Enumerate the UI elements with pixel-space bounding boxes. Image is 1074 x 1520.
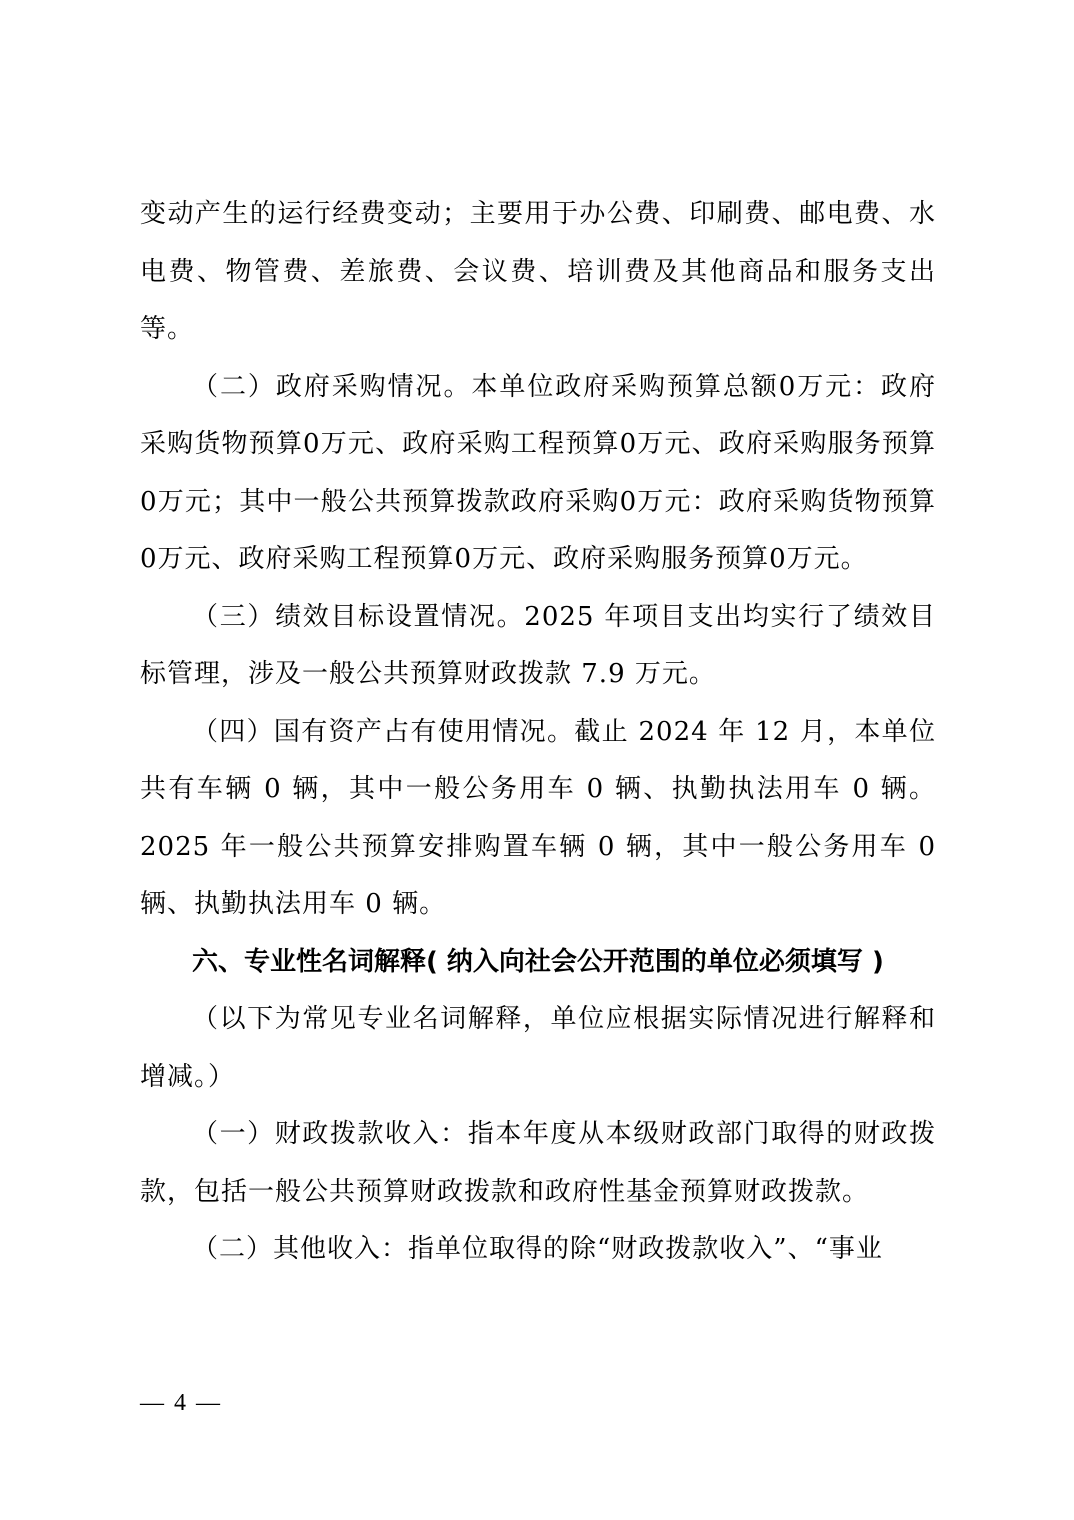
paragraph-text: 本单位政府采购预算总额0万元：政府采购货物预算0万元、政府采购工程预算0万元、政府采购服务预算0万元；其中一般公共预算拨款政府采购0万元：政府采购货物预算0万元、政府采购工程预算0万元、政府采购服务预算0万元。	[140, 371, 936, 574]
paragraph-government-procurement	[140, 359, 936, 589]
definition-lead: （二）其他收入：	[192, 1234, 409, 1264]
section-heading: 六、专业性名词解释( 纳入向社会公开范围的单位必须填写 )	[192, 946, 884, 977]
paragraph-text: 截止 2024 年 12 月，本单位共有车辆 0 辆，其中一般公务用车 0 辆、执勤执法用车 0 辆。2025 年一般公共预算安排购置车辆 0 辆，其中一般公务用车 0 辆、执勤执法用车 0 辆。	[140, 716, 936, 919]
paragraph-text: 2025 年项目支出均实行了绩效目标管理，涉及一般公共预算财政拨款 7.9 万元。	[140, 601, 936, 689]
section-note: （以下为常见专业名词解释，单位应根据实际情况进行解释和增减。）	[140, 1004, 936, 1092]
page-number: — 4 —	[140, 1390, 222, 1416]
paragraph-performance-goals	[140, 589, 936, 704]
definition-text: 指单位取得的除“财政拨款收入”、“事业	[408, 1234, 883, 1264]
document-body	[140, 186, 936, 1279]
paragraph-operating-expenses	[140, 186, 936, 359]
definition-fiscal-appropriation	[140, 1106, 936, 1221]
definition-lead: （一）财政拨款收入：	[192, 1119, 468, 1149]
paragraph-lead: （三）绩效目标设置情况。	[192, 601, 525, 632]
definition-text: 指本年度从本级财政部门取得的财政拨款，包括一般公共预算财政拨款和政府性基金预算财政拨款。	[140, 1119, 936, 1207]
paragraph-state-assets	[140, 704, 936, 934]
paragraph-text: 变动产生的运行经费变动；主要用于办公费、印刷费、邮电费、水电费、物管费、差旅费、会议费、培训费及其他商品和服务支出等。	[140, 199, 936, 344]
paragraph-lead: （四）国有资产占有使用情况。	[192, 716, 575, 747]
definition-other-income	[140, 1221, 936, 1279]
paragraph-lead: （二）政府采购情况。	[192, 371, 472, 402]
